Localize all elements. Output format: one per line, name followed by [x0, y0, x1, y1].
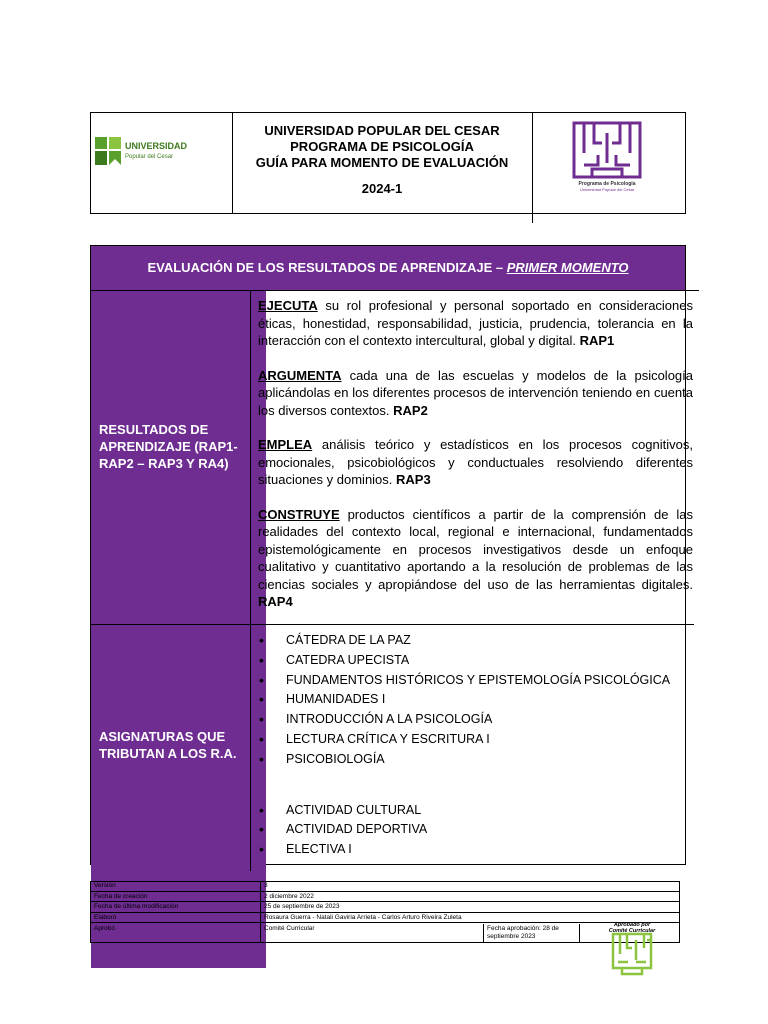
- result-item: [258, 367, 693, 420]
- result-verb: EMPLEA: [258, 437, 313, 452]
- result-item: [258, 506, 693, 611]
- title-line-3: GUÍA PARA MOMENTO DE EVALUACIÓN: [255, 155, 509, 170]
- list-item: • ELECTIVA I: [259, 840, 694, 860]
- psychology-program-logo-icon: [532, 113, 685, 213]
- title-line-1: UNIVERSIDAD POPULAR DEL CESAR: [264, 123, 500, 138]
- result-item: [258, 297, 693, 350]
- subjects-list: [259, 631, 694, 770]
- subjects-content: [250, 624, 694, 871]
- list-item: • CÁTEDRA DE LA PAZ: [259, 631, 694, 651]
- program-logo-name: Programa de Psicología: [578, 181, 636, 187]
- results-content: [250, 290, 699, 631]
- table-heading: [91, 246, 685, 290]
- results-label: RESULTADOS DE APRENDIZAJE (RAP1- RAP2 – RAP3 Y RA4): [91, 290, 266, 755]
- row-value: Rosaura Guerra - Natali Gaviria Arrieta - Carlos Arturo Riveira Zuleta: [264, 913, 462, 921]
- heading-moment: PRIMER MOMENTO: [506, 260, 629, 275]
- approval-date: Fecha aprobación: 28 de septiembre 2023: [487, 925, 559, 940]
- document-control-table: [90, 881, 680, 943]
- university-logo-icon: [91, 113, 232, 213]
- row-label: Fecha de última modificación: [94, 903, 179, 910]
- logo-name: UNIVERSIDAD: [125, 141, 188, 151]
- evaluation-table: [90, 245, 693, 865]
- table-row: [91, 882, 679, 892]
- list-item: • PSICOBIOLOGÍA: [259, 750, 694, 770]
- list-item: • HUMANIDADES I: [259, 690, 694, 710]
- row-value: 3: [264, 882, 268, 889]
- university-logo-cell: [91, 113, 233, 213]
- result-item: [258, 436, 693, 489]
- result-code: RAP2: [393, 402, 428, 418]
- table-row: [91, 924, 679, 942]
- result-text: cada una de las escuelas y modelos de la psicología aplicándolas en los diferentes procesos de intervención teniendo en cuenta los diversos contextos.: [258, 367, 693, 418]
- table-row: [91, 903, 679, 913]
- document-header: [90, 112, 686, 214]
- table-row: [91, 893, 679, 903]
- heading-main: EVALUACIÓN DE LOS RESULTADOS DE APRENDIZAJE –: [147, 260, 507, 275]
- subjects-label: ASIGNATURAS QUE TRIBUTAN A LOS R.A.: [91, 624, 266, 968]
- logo-subtitle: Popular del Cesar: [125, 154, 174, 160]
- result-text: su rol profesional y personal soportado en consideraciones éticas, honestidad, responsabilidad, justicia, prudencia, tolerancia en la interacción con el contexto intercultural, global y digital.: [258, 298, 693, 348]
- result-code: RAP4: [258, 594, 293, 609]
- result-verb: EJECUTA: [258, 298, 318, 313]
- stamp-text: Aprobado por Comité Curricular: [608, 922, 656, 934]
- result-code: RAP3: [396, 472, 431, 487]
- document-title: [232, 113, 533, 223]
- list-item: • INTRODUCCIÓN A LA PSICOLOGÍA: [259, 710, 694, 730]
- program-logo-cell: [532, 113, 685, 213]
- title-line-2: PROGRAMA DE PSICOLOGÍA: [290, 139, 474, 154]
- list-item: • LECTURA CRÍTICA Y ESCRITURA I: [259, 730, 694, 750]
- row-label: Versión: [94, 882, 116, 889]
- approved-value: Comité Curricular: [264, 925, 315, 932]
- row-value: 2 diciembre 2022: [264, 892, 314, 900]
- table-row: [91, 914, 679, 924]
- list-item: • CATEDRA UPECISTA: [259, 651, 694, 671]
- result-text: análisis teórico y estadísticos en los procesos cognitivos, emocionales, psicobiológicos y conductuales resolviendo diferentes situaciones y dominios.: [258, 437, 693, 487]
- list-item: • ACTIVIDAD CULTURAL: [259, 801, 694, 821]
- row-label: Fecha de creación: [94, 892, 148, 900]
- approval-stamp: [604, 918, 660, 984]
- result-text: productos científicos a partir de la comprensión de las realidades del contexto local, regional e internacional, fundamentados epistemológicamente en procesos investigativos desde un enfoque cualitativo y cuantitativo aportando a la resolución de problemas de las ciencias sociales y apropiándose del uso de las herramientas digitales.: [258, 506, 693, 592]
- approved-label: Aprobó: [94, 925, 115, 932]
- extra-subjects-list: [259, 801, 694, 860]
- title-year: 2024-1: [361, 181, 403, 196]
- row-label: Elaboró: [94, 913, 117, 921]
- row-value: 25 de septiembre de 2023: [264, 903, 340, 910]
- result-code: RAP1: [579, 333, 615, 348]
- program-logo-subtitle: Universidad Popular del Cesar: [579, 187, 635, 192]
- list-item: • FUNDAMENTOS HISTÓRICOS Y EPISTEMOLOGÍA PSICOLÓGICA: [259, 671, 694, 691]
- result-verb: ARGUMENTA: [258, 367, 342, 383]
- list-item: • ACTIVIDAD DEPORTIVA: [259, 820, 694, 840]
- result-verb: CONSTRUYE: [258, 506, 340, 522]
